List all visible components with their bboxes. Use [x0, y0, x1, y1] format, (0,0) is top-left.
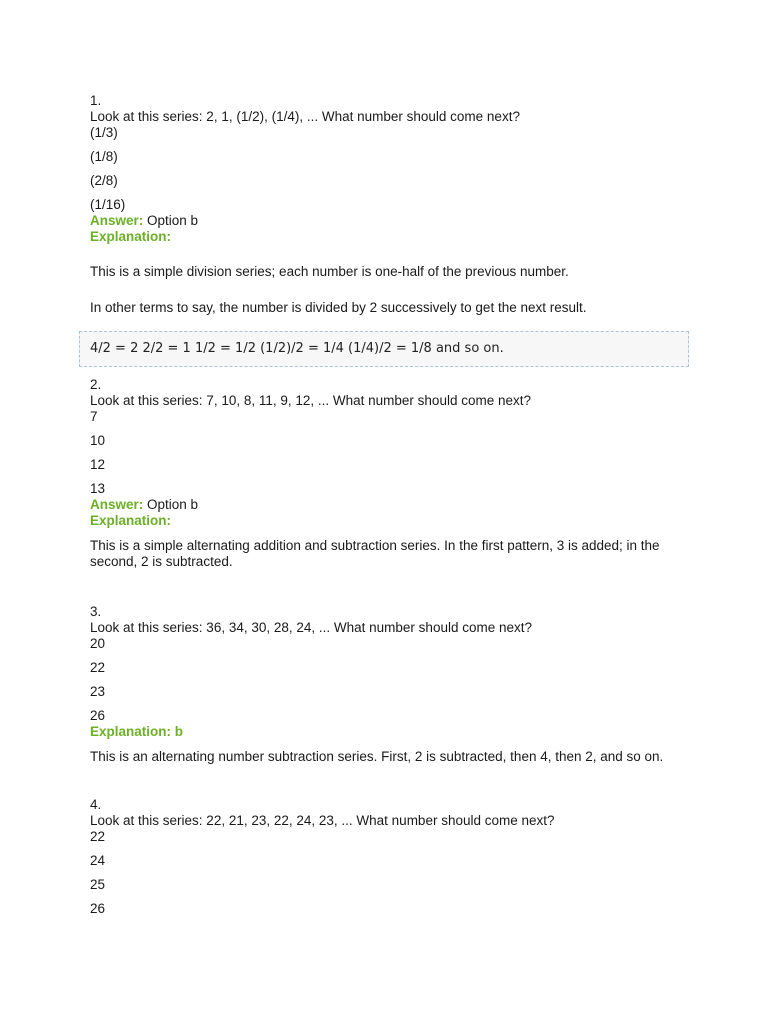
question-number: 3. — [90, 604, 102, 619]
question-text: Look at this series: 22, 21, 23, 22, 24, 23, ... What number should come next? — [90, 813, 555, 828]
explanation-text: This is an alternating number subtraction series. First, 2 is subtracted, then 4, then 2, and so on. — [90, 749, 664, 764]
option-d: 26 — [90, 708, 106, 723]
code-block: 4/2 = 2 2/2 = 1 1/2 = 1/2 (1/2)/2 = 1/4 (1/4)/2 = 1/8 and so on. — [79, 331, 689, 367]
option-a: (1/3) — [90, 125, 118, 140]
question-2 — [90, 377, 690, 570]
question-text: Look at this series: 7, 10, 8, 11, 9, 12, ... What number should come next? — [90, 393, 531, 408]
answer-value: Option b — [147, 213, 199, 228]
option-c: (2/8) — [90, 173, 118, 188]
option-d: 26 — [90, 901, 106, 916]
answer-label: Answer: — [90, 213, 144, 228]
option-b: 10 — [90, 433, 106, 448]
explanation-text: This is a simple division series; each number is one-half of the previous number. — [90, 264, 569, 279]
option-d: (1/16) — [90, 197, 126, 212]
answer-value: Option b — [147, 497, 199, 512]
option-c: 12 — [90, 457, 106, 472]
question-number: 1. — [90, 93, 102, 108]
explanation-label: Explanation: b — [90, 724, 184, 739]
option-b: (1/8) — [90, 149, 118, 164]
question-4 — [90, 797, 690, 917]
question-number: 4. — [90, 797, 102, 812]
answer-label: Answer: — [90, 497, 144, 512]
option-a: 20 — [90, 636, 106, 651]
option-d: 13 — [90, 481, 106, 496]
answer-line — [90, 213, 690, 229]
option-c: 23 — [90, 684, 106, 699]
question-text: Look at this series: 2, 1, (1/2), (1/4), ... What number should come next? — [90, 109, 520, 124]
option-c: 25 — [90, 877, 106, 892]
option-b: 24 — [90, 853, 106, 868]
question-text: Look at this series: 36, 34, 30, 28, 24, ... What number should come next? — [90, 620, 532, 635]
explanation-label: Explanation: — [90, 229, 172, 244]
explanation-text: In other terms to say, the number is divided by 2 successively to get the next result. — [90, 300, 587, 315]
question-number: 2. — [90, 377, 102, 392]
answer-line — [90, 497, 690, 513]
explanation-text: This is a simple alternating addition and subtraction series. In the first pattern, 3 is added; in the second, 2 is subtracted. — [90, 538, 660, 569]
option-a: 7 — [90, 409, 98, 424]
explanation-label: Explanation: — [90, 513, 172, 528]
option-a: 22 — [90, 829, 106, 844]
option-b: 22 — [90, 660, 106, 675]
question-3 — [90, 604, 690, 765]
question-1 — [90, 93, 690, 356]
